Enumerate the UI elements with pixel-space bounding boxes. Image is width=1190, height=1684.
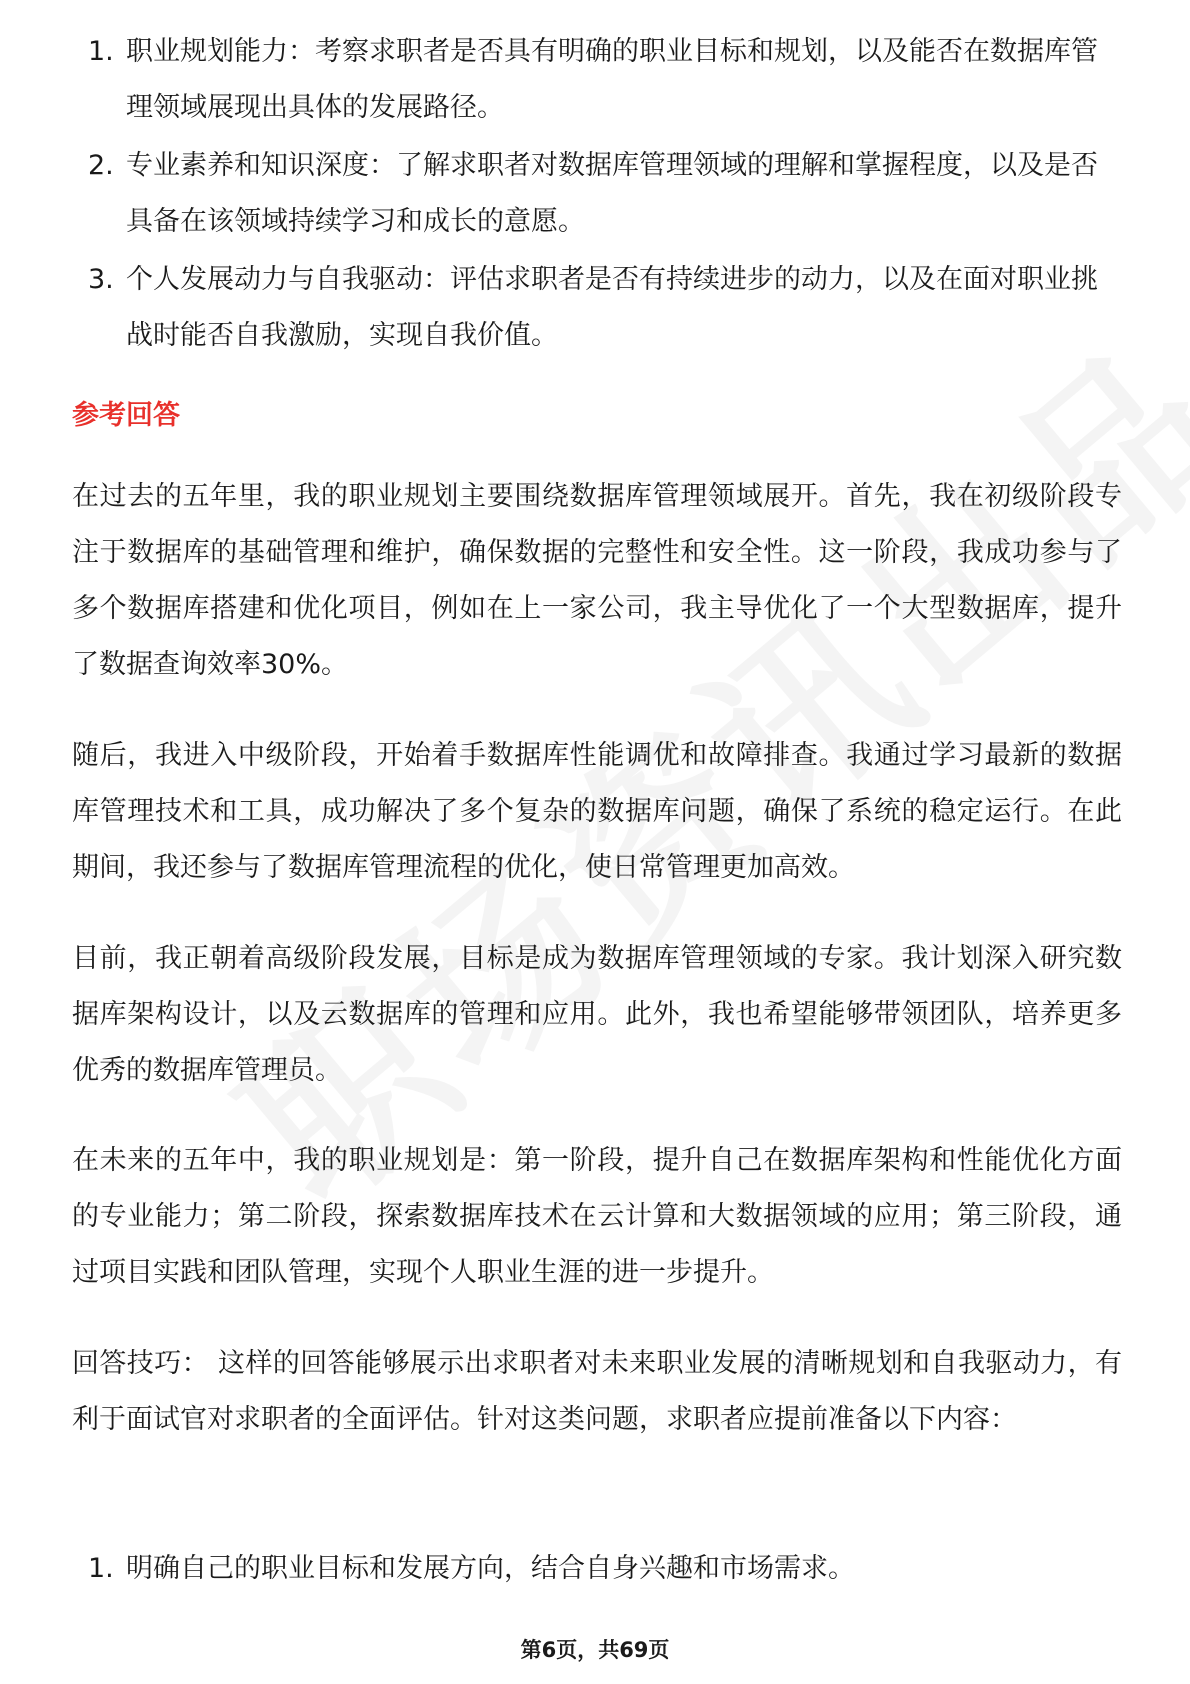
- list-item: [72, 138, 1122, 250]
- list-number: 1.: [88, 36, 114, 67]
- answer-paragraph: 目前，我正朝着高级阶段发展，目标是成为数据库管理领域的专家。我计划深入研究数据库架构设计，以及云数据库的管理和应用。此外，我也希望能够带领团队，培养更多优秀的数据库管理员。: [72, 943, 1122, 1086]
- answer-paragraph: 在未来的五年中，我的职业规划是：第一阶段，提升自己在数据库架构和性能优化方面的专业能力；第二阶段，探索数据库技术在云计算和大数据领域的应用；第三阶段，通过项目实践和团队管理，实现个人职业生涯的进一步提升。: [72, 1145, 1122, 1288]
- list-item: [72, 24, 1122, 136]
- page-number: 第6页，共69页: [520, 1638, 670, 1662]
- list-item: [72, 1541, 1122, 1597]
- criteria-list: [72, 24, 1122, 366]
- list-text: 职业规划能力：考察求职者是否具有明确的职业目标和规划，以及能否在数据库管理领域展现出具体的发展路径。: [126, 36, 1098, 123]
- list-number: 3.: [88, 264, 114, 295]
- list-item: [72, 252, 1122, 364]
- tips-list: [72, 1541, 1122, 1599]
- list-text: 明确自己的职业目标和发展方向，结合自身兴趣和市场需求。: [126, 1553, 855, 1584]
- answer-paragraph: 随后，我进入中级阶段，开始着手数据库性能调优和故障排查。我通过学习最新的数据库管理技术和工具，成功解决了多个复杂的数据库问题，确保了系统的稳定运行。在此期间，我还参与了数据库管理流程的优化，使日常管理更加高效。: [72, 740, 1122, 883]
- answer-paragraph: 在过去的五年里，我的职业规划主要围绕数据库管理领域展开。首先，我在初级阶段专注于数据库的基础管理和维护，确保数据的完整性和安全性。这一阶段，我成功参与了多个数据库搭建和优化项目，例如在上一家公司，我主导优化了一个大型数据库，提升了数据查询效率30%。: [72, 481, 1122, 680]
- list-number: 1.: [88, 1553, 114, 1584]
- list-text: 个人发展动力与自我驱动：评估求职者是否有持续进步的动力，以及在面对职业挑战时能否自我激励，实现自我价值。: [126, 264, 1098, 351]
- list-number: 2.: [88, 150, 114, 181]
- list-text: 专业素养和知识深度：了解求职者对数据库管理领域的理解和掌握程度，以及是否具备在该领域持续学习和成长的意愿。: [126, 150, 1098, 237]
- section-title: 参考回答: [72, 400, 180, 431]
- tips-paragraph: 回答技巧： 这样的回答能够展示出求职者对未来职业发展的清晰规划和自我驱动力，有利于面试官对求职者的全面评估。针对这类问题，求职者应提前准备以下内容：: [72, 1348, 1122, 1435]
